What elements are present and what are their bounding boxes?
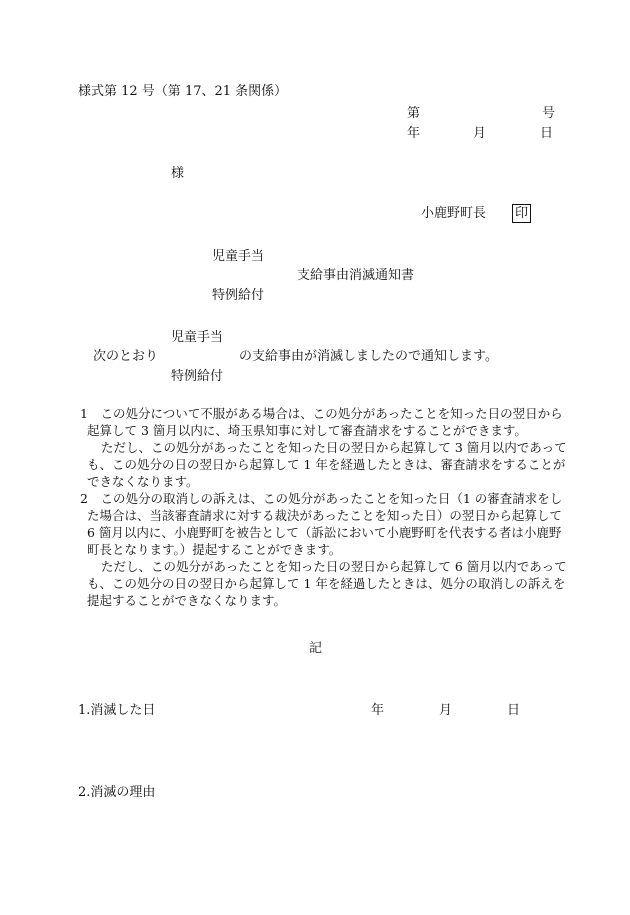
title-line-1: 児童手当 xyxy=(212,249,265,264)
issuer-name: 小鹿野町長 xyxy=(421,206,487,221)
note-line: できなくなります。 xyxy=(87,474,199,489)
note-line: ただし、この処分があったことを知った日の翌日から起算して 3 箇月以内であって xyxy=(101,440,567,455)
form-number: 様式第 12 号（第 17、21 条関係） xyxy=(78,84,288,99)
date-year: 年 xyxy=(407,126,421,141)
note-line: 起算して 3 箇月以内に、埼玉県知事に対して審査請求をすることができます。 xyxy=(87,423,527,438)
seal-mark xyxy=(512,204,531,223)
note-line: 2 この処分の取消しの訴えは、この処分があったことを知った日（1 の審査請求をし xyxy=(80,491,563,506)
doc-number-suffix: 号 xyxy=(542,106,556,121)
seal-label: 印 xyxy=(512,204,531,223)
item1-day: 日 xyxy=(507,703,521,718)
body-suffix: の支給事由が消滅しましたので通知します。 xyxy=(239,349,498,364)
item2-label: 2.消滅の理由 xyxy=(78,785,156,800)
item1-year: 年 xyxy=(371,703,385,718)
title-line-3: 特例給付 xyxy=(212,288,265,303)
body-prefix: 次のとおり xyxy=(93,349,159,364)
note-line: も、この処分の日の翌日から起算して 1 年を経過したときは、処分の取消しの訴えを xyxy=(87,576,566,591)
note-line: 1 この処分について不服がある場合は、この処分があったことを知った日の翌日から xyxy=(80,406,563,421)
note-line: 提起することができなくなります。 xyxy=(87,593,287,608)
body-line-1: 児童手当 xyxy=(171,330,224,345)
ki-heading: 記 xyxy=(309,641,323,656)
doc-number-prefix: 第 xyxy=(407,106,421,121)
page-title: 支給事由消滅通知書 xyxy=(297,268,415,283)
addressee-suffix: 様 xyxy=(171,166,185,181)
date-day: 日 xyxy=(540,126,554,141)
note-line: ただし、この処分があったことを知った日の翌日から起算して 6 箇月以内であって xyxy=(101,559,567,574)
body-line-3: 特例給付 xyxy=(171,369,224,384)
note-line: 町長となります。）提起することができます。 xyxy=(87,542,342,557)
item1-label: 1.消滅した日 xyxy=(78,703,156,718)
note-line: た場合は、当該審査請求に対する裁決があったことを知った日）の翌日から起算して xyxy=(87,508,562,523)
item1-month: 月 xyxy=(439,703,453,718)
note-line: 6 箇月以内に、小鹿野町を被告として（訴訟において小鹿野町を代表する者は小鹿野 xyxy=(87,525,562,540)
date-month: 月 xyxy=(473,126,487,141)
note-line: も、この処分の日の翌日から起算して 1 年を経過したときは、審査請求をすることが xyxy=(87,457,566,472)
